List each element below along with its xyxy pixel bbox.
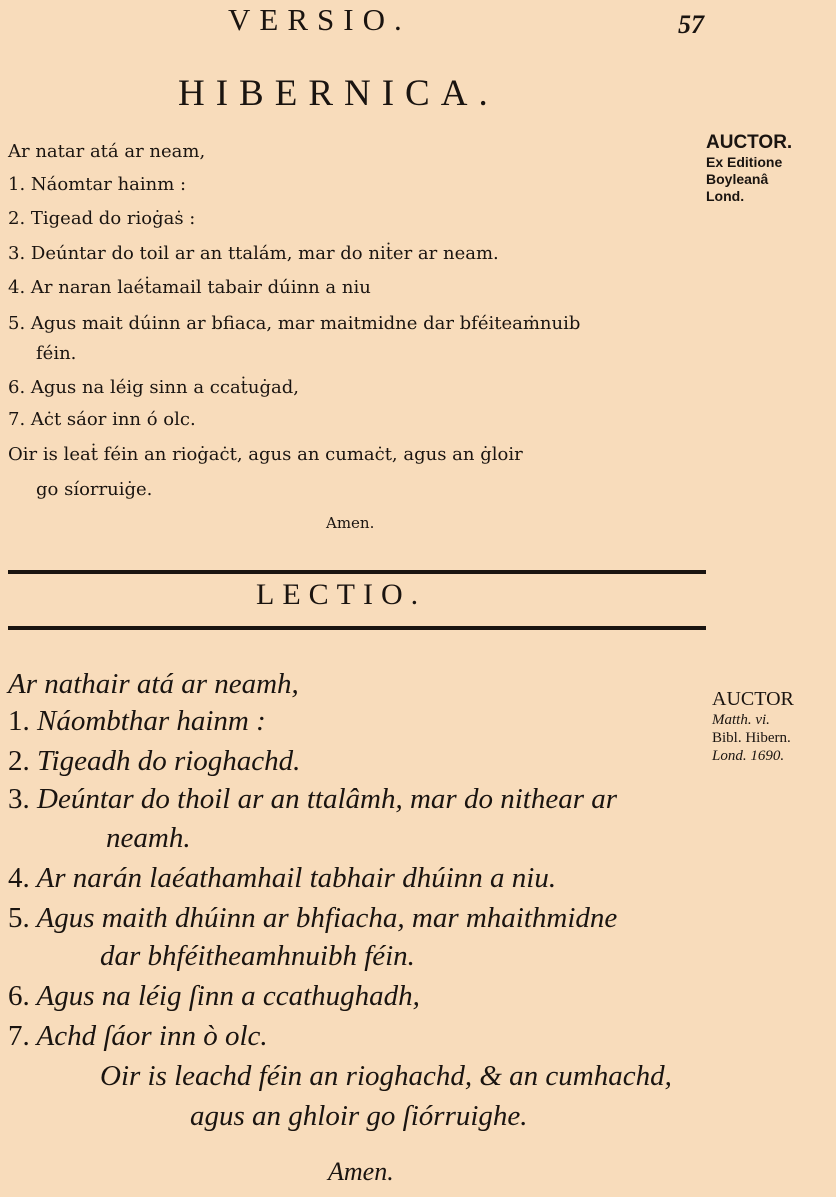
auctor-line: Ex Editione: [706, 154, 783, 170]
lectio-line: 6. Agus na léig ſinn a ccathughadh,: [8, 980, 420, 1012]
lectio-line: 2. Tigeadh do rioghachd.: [8, 745, 301, 777]
section-heading-hibernica: HIBERNICA.: [178, 73, 499, 114]
amen-lectio: Amen.: [328, 1157, 394, 1186]
lectio-line: neamh.: [106, 822, 191, 854]
gaelic-line: 1. Náomtar hainm :: [8, 174, 187, 195]
gaelic-line: Ar natar atá ar neam,: [8, 141, 206, 162]
page-number: 57: [678, 10, 704, 39]
lectio-line: 5. Agus maith dhúinn ar bhfiacha, mar mhaithmidne: [8, 902, 618, 934]
gaelic-line: 6. Agus na léig sinn a ccaṫuġad,: [8, 377, 299, 398]
auctor-line: Matth. vi.: [712, 712, 770, 728]
auctor-title: AUCTOR: [712, 688, 794, 710]
rule-top: [8, 570, 706, 574]
gaelic-line: 3. Deúntar do toil ar an ttalám, mar do niṫer ar neam.: [8, 243, 499, 264]
auctor-line: Bibl. Hibern.: [712, 730, 791, 746]
auctor-title: AUCTOR.: [706, 132, 793, 153]
lectio-line: 3. Deúntar do thoil ar an ttalâmh, mar do nithear ar: [8, 783, 618, 815]
auctor-line: Boyleanâ: [706, 171, 769, 187]
auctor-note-2: [712, 688, 794, 765]
lectio-line: Ar nathair atá ar neamh,: [8, 668, 299, 700]
gaelic-line: 2. Tigead do rioġaṡ :: [8, 208, 196, 229]
amen-gaelic: Amen.: [326, 514, 375, 532]
rule-bottom: [8, 626, 706, 630]
lectio-line: agus an ghloir go ſiórruighe.: [190, 1100, 528, 1132]
gaelic-line: go síorruiġe.: [36, 479, 153, 500]
lectio-line: 7. Achd ſáor inn ò olc.: [8, 1020, 268, 1052]
auctor-line: Lond. 1690.: [712, 748, 785, 764]
gaelic-line: 5. Agus mait dúinn ar bfiaca, mar maitmidne dar bféiteaṁnuib: [8, 313, 581, 334]
section-heading-lectio: LECTIO.: [256, 578, 427, 611]
lectio-line: dar bhféitheamhnuibh féin.: [100, 940, 415, 972]
lectio-line: 1. Náombthar hainm :: [8, 705, 266, 737]
auctor-note-1: [706, 132, 792, 205]
gaelic-line: Oir is leaṫ féin an rioġaċt, agus an cumaċt, agus an ġloir: [8, 444, 523, 465]
gaelic-line: féin.: [36, 343, 77, 364]
running-title: VERSIO.: [228, 2, 411, 37]
auctor-line: Lond.: [706, 188, 745, 204]
lectio-line: 4. Ar narán laéathamhail tabhair dhúinn a niu.: [8, 862, 557, 894]
gaelic-line: 4. Ar naran laéṫamail tabair dúinn a niu: [8, 277, 371, 298]
lectio-line: Oir is leachd féin an rioghachd, & an cumhachd,: [100, 1060, 672, 1092]
gaelic-line: 7. Aċt sáor inn ó olc.: [8, 409, 196, 430]
